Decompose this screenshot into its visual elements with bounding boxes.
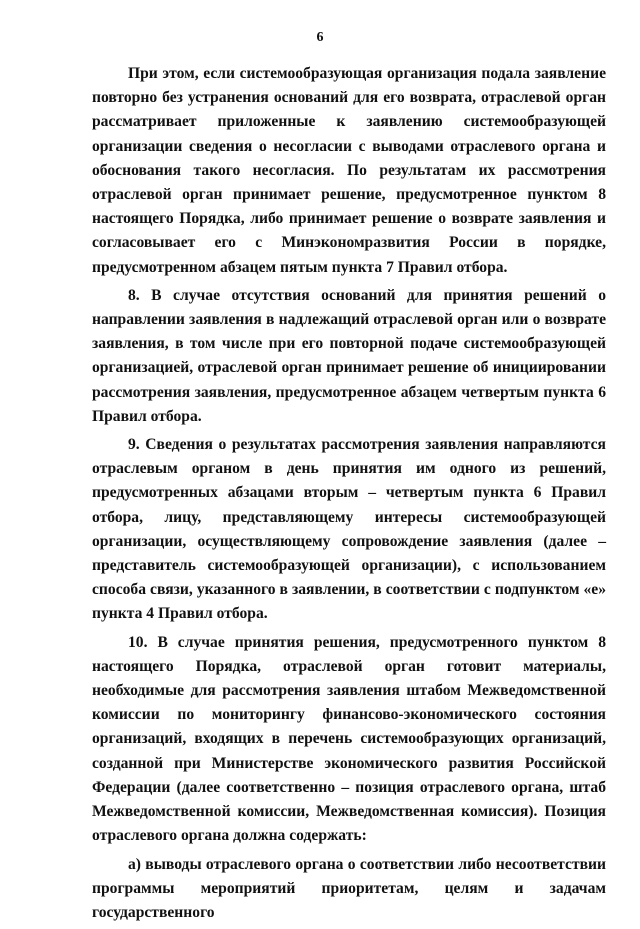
document-body [92, 62, 606, 929]
paragraph-item-8: 8. В случае отсутствия оснований для принятия решений о направлении заявления в надлежащий отраслевой орган или о возврате заявления, в том числе при его повторной подаче системообразующей организацией, отраслевой орган принимает решение об инициировании рассмотрения заявления, предусмотренное абзацем четвертым пункта 6 Правил отбора. [92, 286, 606, 425]
paragraph-continuation: При этом, если системообразующая организация подала заявление повторно без устранения оснований для его возврата, отраслевой орган рассматривает приложенные к заявлению системообразующей организации сведения о несогласии с выводами отраслевого органа и обоснования такого несогласия. По результатам их рассмотрения отраслевой орган принимает решение, предусмотренное пунктом 8 настоящего Порядка, либо принимает решение о возврате заявления и согласовывает его с Минэкономразвития России в порядке, предусмотренном абзацем пятым пункта 7 Правил отбора. [92, 65, 606, 276]
page-number: 6 [316, 30, 324, 45]
paragraph-item-9: 9. Сведения о результатах рассмотрения заявления направляются отраслевым органом в день принятия им одного из решений, предусмотренных абзацами вторым – четвертым пункта 6 Правил отбора, лицу, представляющему интересы системообразующей организации, осуществляющему сопровождение заявления (далее – представитель системообразующей организации), с использованием способа связи, указанного в заявлении, в соответствии с подпунктом «е» пункта 4 Правил отбора. [92, 436, 606, 623]
paragraph-subitem-a: а) выводы отраслевого органа о соответствии либо несоответствии программы мероприятий приоритетам, целям и задачам государственного [92, 855, 606, 921]
paragraph-item-10: 10. В случае принятия решения, предусмотренного пунктом 8 настоящего Порядка, отраслевой орган готовит материалы, необходимые для рассмотрения заявления штабом Межведомственной комиссии по мониторингу финансово-экономического состояния организаций, входящих в перечень системообразующих организаций, созданной при Министерстве экономического развития Российской Федерации (далее соответственно – позиция отраслевого органа, штаб Межведомственной комиссии, Межведомственная комиссия). Позиция отраслевого органа должна содержать: [92, 633, 606, 845]
